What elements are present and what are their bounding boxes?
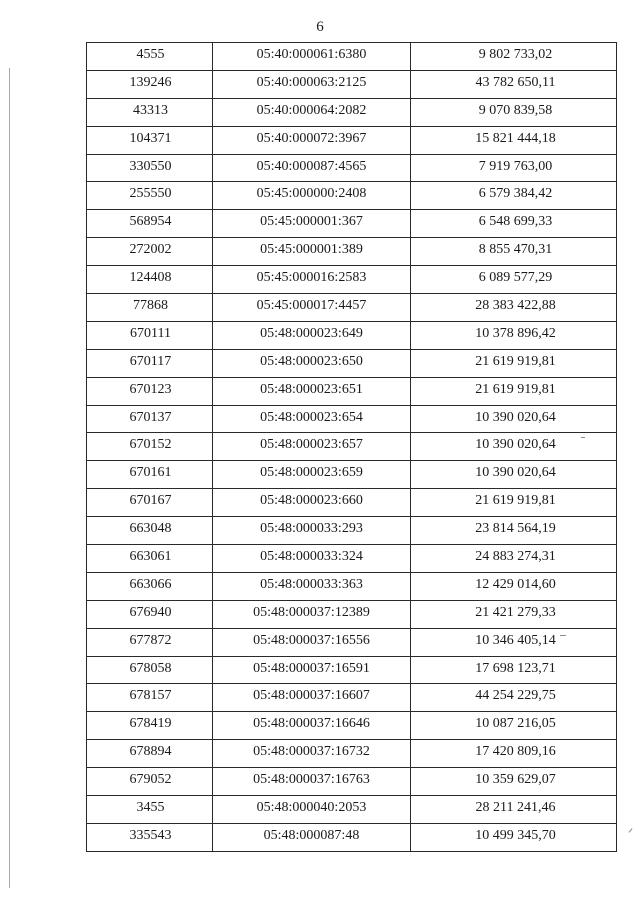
cadastral-value-cell-text: 10 499 345,70: [475, 827, 556, 843]
object-id-cell-text: 678419: [129, 716, 172, 732]
cadastral-number-cell-text: 05:45:000016:2583: [256, 270, 367, 286]
cadastral-number-cell: [213, 70, 411, 98]
object-id-cell-text: 679052: [129, 772, 172, 788]
cadastral-number-cell-text: 05:40:000063:2125: [256, 74, 367, 90]
object-id-cell-text: 3455: [136, 800, 165, 816]
table-row: [87, 489, 617, 517]
cadastral-number-cell-text: 05:48:000023:649: [260, 325, 363, 341]
cadastral-number-cell: [213, 182, 411, 210]
table-row: [87, 796, 617, 824]
cadastral-number-cell: [213, 210, 411, 238]
cadastral-number-cell: [213, 98, 411, 126]
object-id-cell: [87, 238, 213, 266]
cadastral-value-table: [86, 42, 617, 852]
object-id-cell: [87, 545, 213, 573]
table-row: [87, 182, 617, 210]
object-id-cell: [87, 600, 213, 628]
cadastral-value-cell: [411, 545, 617, 573]
table-row: [87, 823, 617, 851]
cadastral-value-cell: [411, 321, 617, 349]
object-id-cell: [87, 489, 213, 517]
object-id-cell-text: 670123: [129, 381, 172, 397]
object-id-cell-text: 139246: [129, 74, 172, 90]
cadastral-number-cell: [213, 572, 411, 600]
cadastral-value-cell-text: 10 378 896,42: [475, 325, 556, 341]
cadastral-value-cell: [411, 489, 617, 517]
object-id-cell: [87, 796, 213, 824]
object-id-cell: [87, 321, 213, 349]
scan-speck: [629, 828, 633, 832]
cadastral-number-cell-text: 05:48:000023:651: [260, 381, 363, 397]
cadastral-value-cell-text: 24 883 274,31: [475, 549, 556, 565]
object-id-cell: [87, 210, 213, 238]
cadastral-value-cell-text: 10 390 020,64: [475, 465, 556, 481]
cadastral-number-cell-text: 05:48:000037:12389: [253, 604, 370, 620]
cadastral-number-cell: [213, 796, 411, 824]
object-id-cell: [87, 517, 213, 545]
cadastral-number-cell-text: 05:48:000023:657: [260, 437, 363, 453]
object-id-cell: [87, 684, 213, 712]
cadastral-value-cell: [411, 461, 617, 489]
cadastral-number-cell-text: 05:48:000023:650: [260, 353, 363, 369]
object-id-cell-text: 663066: [129, 576, 172, 592]
table-row: [87, 70, 617, 98]
cadastral-number-cell: [213, 266, 411, 294]
cadastral-number-cell: [213, 628, 411, 656]
cadastral-number-cell-text: 05:48:000087:48: [263, 827, 360, 843]
cadastral-number-cell-text: 05:45:000017:4457: [256, 298, 367, 314]
cadastral-number-cell: [213, 377, 411, 405]
table-row: [87, 461, 617, 489]
cadastral-value-cell-text: 23 814 564,19: [475, 521, 556, 537]
object-id-cell-text: 670117: [129, 353, 172, 369]
object-id-cell-text: 670111: [130, 325, 171, 341]
cadastral-value-cell: [411, 740, 617, 768]
object-id-cell: [87, 294, 213, 322]
table-row: [87, 628, 617, 656]
cadastral-number-cell-text: 05:40:000087:4565: [256, 158, 367, 174]
cadastral-number-cell: [213, 545, 411, 573]
object-id-cell: [87, 98, 213, 126]
table-row: [87, 517, 617, 545]
cadastral-number-cell-text: 05:48:000033:293: [260, 521, 363, 537]
cadastral-number-cell-text: 05:48:000033:324: [260, 549, 363, 565]
cadastral-value-cell-text: 10 346 405,14: [475, 632, 556, 648]
cadastral-value-cell-text: 44 254 229,75: [475, 688, 556, 704]
cadastral-number-cell: [213, 238, 411, 266]
object-id-cell: [87, 740, 213, 768]
cadastral-value-cell: [411, 796, 617, 824]
cadastral-number-cell: [213, 433, 411, 461]
cadastral-value-cell-text: 15 821 444,18: [475, 130, 556, 146]
table-row: [87, 405, 617, 433]
cadastral-value-cell: [411, 377, 617, 405]
cadastral-value-cell-text: 21 619 919,81: [475, 493, 556, 509]
object-id-cell-text: 104371: [129, 130, 172, 146]
cadastral-value-cell-text: 28 383 422,88: [475, 298, 556, 314]
cadastral-number-cell-text: 05:48:000033:363: [260, 576, 363, 592]
object-id-cell: [87, 154, 213, 182]
object-id-cell-text: 676940: [129, 604, 172, 620]
cadastral-value-cell-text: 6 548 699,33: [478, 214, 553, 230]
cadastral-number-cell-text: 05:40:000064:2082: [256, 102, 367, 118]
cadastral-number-cell: [213, 600, 411, 628]
table-row: [87, 98, 617, 126]
cadastral-value-cell: [411, 266, 617, 294]
object-id-cell-text: 272002: [129, 242, 172, 258]
table-row: [87, 684, 617, 712]
object-id-cell: [87, 266, 213, 294]
cadastral-value-cell-text: 21 619 919,81: [475, 353, 556, 369]
table-row: [87, 740, 617, 768]
object-id-cell-text: 678894: [129, 744, 172, 760]
object-id-cell: [87, 405, 213, 433]
cadastral-number-cell: [213, 294, 411, 322]
cadastral-number-cell: [213, 405, 411, 433]
table-row: [87, 600, 617, 628]
cadastral-value-cell-text: 7 919 763,00: [478, 158, 553, 174]
object-id-cell-text: 678157: [129, 688, 172, 704]
cadastral-value-cell: [411, 684, 617, 712]
cadastral-value-cell-text: 6 579 384,42: [478, 186, 553, 202]
table-row: [87, 545, 617, 573]
cadastral-number-cell: [213, 349, 411, 377]
table-row: [87, 266, 617, 294]
page-number: 6: [316, 19, 324, 35]
cadastral-number-cell-text: 05:48:000037:16556: [253, 632, 370, 648]
cadastral-number-cell-text: 05:48:000037:16732: [253, 744, 370, 760]
table-row: [87, 238, 617, 266]
cadastral-number-cell-text: 05:48:000023:654: [260, 409, 363, 425]
object-id-cell-text: 255550: [129, 186, 172, 202]
cadastral-number-cell: [213, 656, 411, 684]
cadastral-value-cell-text: 21 421 279,33: [475, 604, 556, 620]
object-id-cell: [87, 349, 213, 377]
cadastral-value-cell: [411, 238, 617, 266]
table-row: [87, 321, 617, 349]
table-row: [87, 349, 617, 377]
cadastral-value-cell: [411, 43, 617, 71]
cadastral-value-cell-text: 9 070 839,58: [478, 102, 553, 118]
cadastral-value-cell-text: 28 211 241,46: [475, 800, 556, 816]
object-id-cell-text: 670137: [129, 409, 172, 425]
cadastral-number-cell-text: 05:45:000000:2408: [256, 186, 367, 202]
cadastral-value-cell: [411, 656, 617, 684]
cadastral-value-cell: [411, 154, 617, 182]
cadastral-value-cell: [411, 823, 617, 851]
table-row: [87, 377, 617, 405]
object-id-cell-text: 678058: [129, 660, 172, 676]
cadastral-value-cell: [411, 600, 617, 628]
object-id-cell: [87, 70, 213, 98]
cadastral-value-cell-text: 10 390 020,64: [475, 409, 556, 425]
cadastral-number-cell: [213, 126, 411, 154]
cadastral-number-cell: [213, 768, 411, 796]
cadastral-number-cell: [213, 740, 411, 768]
object-id-cell-text: 43313: [133, 102, 168, 118]
table-row: [87, 154, 617, 182]
object-id-cell: [87, 768, 213, 796]
cadastral-value-cell: [411, 405, 617, 433]
cadastral-value-cell: [411, 628, 617, 656]
cadastral-value-cell-text: 17 698 123,71: [475, 660, 556, 676]
cadastral-number-cell-text: 05:48:000023:660: [260, 493, 363, 509]
cadastral-value-cell-text: 12 429 014,60: [475, 576, 556, 592]
scan-edge-line: [9, 68, 10, 888]
cadastral-value-cell: [411, 517, 617, 545]
table-body: [87, 43, 617, 852]
object-id-cell-text: 670167: [129, 493, 172, 509]
cadastral-value-cell: [411, 70, 617, 98]
cadastral-value-cell-text: 8 855 470,31: [478, 242, 553, 258]
object-id-cell-text: 670152: [129, 437, 172, 453]
cadastral-value-cell: [411, 768, 617, 796]
cadastral-value-cell-text: 17 420 809,16: [475, 744, 556, 760]
cadastral-value-cell-text: 10 087 216,05: [475, 716, 556, 732]
cadastral-value-cell: [411, 182, 617, 210]
cadastral-number-cell-text: 05:40:000061:6380: [256, 47, 367, 62]
object-id-cell: [87, 461, 213, 489]
cadastral-number-cell-text: 05:45:000001:367: [260, 214, 363, 230]
cadastral-number-cell-text: 05:48:000037:16646: [253, 716, 370, 732]
cadastral-number-cell-text: 05:48:000037:16763: [253, 772, 370, 788]
object-id-cell-text: 663048: [129, 521, 172, 537]
object-id-cell-text: 77868: [133, 298, 168, 314]
object-id-cell-text: 4555: [136, 47, 165, 62]
table-row: [87, 433, 617, 461]
cadastral-number-cell: [213, 321, 411, 349]
object-id-cell: [87, 126, 213, 154]
table-row: [87, 712, 617, 740]
table-row: [87, 43, 617, 71]
cadastral-value-cell: [411, 126, 617, 154]
cadastral-value-cell-text: 43 782 650,11: [475, 74, 556, 90]
table-row: [87, 768, 617, 796]
object-id-cell: [87, 377, 213, 405]
cadastral-value-cell: [411, 294, 617, 322]
cadastral-number-cell: [213, 517, 411, 545]
object-id-cell-text: 670161: [129, 465, 172, 481]
table-row: [87, 126, 617, 154]
table-row: [87, 294, 617, 322]
cadastral-number-cell-text: 05:40:000072:3967: [256, 130, 367, 146]
table-row: [87, 656, 617, 684]
object-id-cell: [87, 712, 213, 740]
cadastral-value-cell-text: 6 089 577,29: [478, 270, 553, 286]
cadastral-number-cell-text: 05:48:000037:16591: [253, 660, 370, 676]
cadastral-number-cell: [213, 43, 411, 71]
cadastral-value-cell-text: 10 390 020,64: [475, 437, 556, 453]
object-id-cell: [87, 656, 213, 684]
cadastral-value-cell: [411, 712, 617, 740]
table-row: [87, 572, 617, 600]
object-id-cell: [87, 572, 213, 600]
cadastral-value-cell-text: 9 802 733,02: [478, 47, 553, 62]
object-id-cell-text: 677872: [129, 632, 172, 648]
object-id-cell: [87, 43, 213, 71]
cadastral-number-cell: [213, 154, 411, 182]
object-id-cell-text: 330550: [129, 158, 172, 174]
table-row: [87, 210, 617, 238]
cadastral-value-cell: [411, 349, 617, 377]
cadastral-value-cell-text: 10 359 629,07: [475, 772, 556, 788]
cadastral-number-cell: [213, 461, 411, 489]
object-id-cell-text: 663061: [129, 549, 172, 565]
object-id-cell-text: 568954: [129, 214, 172, 230]
cadastral-value-cell: [411, 210, 617, 238]
object-id-cell: [87, 182, 213, 210]
cadastral-number-cell: [213, 823, 411, 851]
object-id-cell: [87, 823, 213, 851]
object-id-cell: [87, 433, 213, 461]
cadastral-number-cell: [213, 712, 411, 740]
object-id-cell-text: 124408: [129, 270, 172, 286]
cadastral-number-cell-text: 05:48:000037:16607: [253, 688, 370, 704]
cadastral-value-cell: [411, 98, 617, 126]
cadastral-number-cell-text: 05:48:000023:659: [260, 465, 363, 481]
cadastral-number-cell-text: 05:45:000001:389: [260, 242, 363, 258]
cadastral-value-cell-text: 21 619 919,81: [475, 381, 556, 397]
cadastral-number-cell-text: 05:48:000040:2053: [256, 800, 367, 816]
object-id-cell: [87, 628, 213, 656]
object-id-cell-text: 335543: [129, 827, 172, 843]
cadastral-value-cell: [411, 433, 617, 461]
cadastral-value-cell: [411, 572, 617, 600]
cadastral-number-cell: [213, 489, 411, 517]
cadastral-number-cell: [213, 684, 411, 712]
